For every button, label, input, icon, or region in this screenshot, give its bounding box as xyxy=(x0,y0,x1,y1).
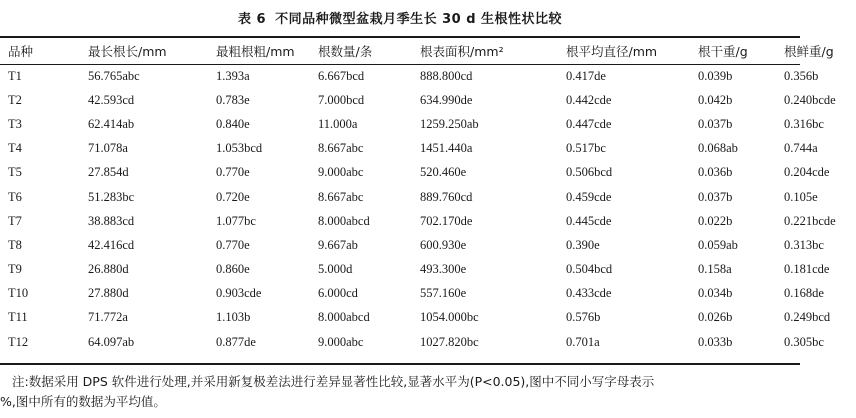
header-thickest-root: 最粗根粗/mm xyxy=(216,43,295,59)
cell-root-count: 8.000abcd xyxy=(318,310,370,325)
cell-variety: T1 xyxy=(8,68,22,83)
cell-variety: T2 xyxy=(8,92,22,107)
cell-root-surface: 888.800cd xyxy=(420,68,473,83)
cell-variety: T3 xyxy=(8,116,22,131)
cell-root-count: 6.667bcd xyxy=(318,68,365,83)
table-footnote xyxy=(0,372,800,412)
cell-root-diameter: 0.506bcd xyxy=(566,165,613,180)
cell-root-dry-weight: 0.034b xyxy=(698,286,733,301)
cell-root-surface: 1259.250ab xyxy=(420,116,479,131)
cell-root-diameter: 0.576b xyxy=(566,310,601,325)
cell-variety: T7 xyxy=(8,213,22,228)
cell-root-diameter: 0.442cde xyxy=(566,92,612,107)
table-row xyxy=(0,161,856,185)
cell-root-diameter: 0.517bc xyxy=(566,141,606,156)
cell-root-fresh-weight: 0.313bc xyxy=(784,237,824,252)
cell-thickest-root: 1.393a xyxy=(216,68,250,83)
cell-root-diameter: 0.447cde xyxy=(566,116,612,131)
header-variety: 品种 xyxy=(8,43,34,59)
cell-longest-root: 42.416cd xyxy=(88,237,135,252)
cell-longest-root: 38.883cd xyxy=(88,213,135,228)
cell-root-dry-weight: 0.158a xyxy=(698,262,732,277)
cell-root-dry-weight: 0.033b xyxy=(698,334,733,349)
cell-longest-root: 27.854d xyxy=(88,165,129,180)
cell-variety: T6 xyxy=(8,189,22,204)
cell-root-count: 9.000abc xyxy=(318,334,364,349)
table-title: 不同品种微型盆栽月季生长 30 d 生根性状比较 xyxy=(275,12,563,27)
cell-root-surface: 634.990de xyxy=(420,92,473,107)
cell-thickest-root: 1.077bc xyxy=(216,213,256,228)
cell-thickest-root: 0.903cde xyxy=(216,286,262,301)
cell-root-fresh-weight: 0.316bc xyxy=(784,116,824,131)
table-row xyxy=(0,137,856,161)
cell-root-count: 11.000a xyxy=(318,116,358,131)
cell-root-fresh-weight: 0.305bc xyxy=(784,334,824,349)
cell-root-surface: 520.460e xyxy=(420,165,467,180)
table-header-row xyxy=(0,37,856,64)
table-row xyxy=(0,185,856,209)
table-row xyxy=(0,306,856,330)
footnote-line-2: %,图中所有的数据为平均值。 xyxy=(0,394,166,409)
cell-root-dry-weight: 0.022b xyxy=(698,213,733,228)
cell-variety: T8 xyxy=(8,237,22,252)
header-root-count: 根数量/条 xyxy=(318,43,373,59)
footnote-line-1: 注:数据采用 DPS 软件进行处理,并采用新复极差法进行差异显著性比较,显著水平为(P<0.05),图中不同小写字母表示 xyxy=(12,374,655,389)
table-caption xyxy=(0,8,800,27)
cell-root-surface: 493.300e xyxy=(420,262,467,277)
cell-root-fresh-weight: 0.356b xyxy=(784,68,819,83)
cell-longest-root: 56.765abc xyxy=(88,68,140,83)
cell-root-fresh-weight: 0.249bcd xyxy=(784,310,831,325)
cell-longest-root: 42.593cd xyxy=(88,92,135,107)
table-row xyxy=(0,330,856,354)
cell-thickest-root: 1.053bcd xyxy=(216,141,263,156)
cell-root-fresh-weight: 0.204cde xyxy=(784,165,830,180)
cell-root-dry-weight: 0.068ab xyxy=(698,141,738,156)
cell-root-dry-weight: 0.042b xyxy=(698,92,733,107)
cell-variety: T9 xyxy=(8,262,22,277)
cell-longest-root: 64.097ab xyxy=(88,334,135,349)
cell-root-fresh-weight: 0.240bcde xyxy=(784,92,836,107)
cell-root-dry-weight: 0.039b xyxy=(698,68,733,83)
cell-longest-root: 71.772a xyxy=(88,310,128,325)
header-root-diameter: 根平均直径/mm xyxy=(566,43,658,59)
cell-root-diameter: 0.417de xyxy=(566,68,606,83)
table-row xyxy=(0,258,856,282)
cell-thickest-root: 0.770e xyxy=(216,165,250,180)
cell-thickest-root: 0.877de xyxy=(216,334,256,349)
cell-root-fresh-weight: 0.168de xyxy=(784,286,824,301)
header-root-dry-weight: 根干重/g xyxy=(698,43,748,59)
cell-root-surface: 889.760cd xyxy=(420,189,473,204)
cell-root-fresh-weight: 0.744a xyxy=(784,141,818,156)
cell-thickest-root: 0.783e xyxy=(216,92,250,107)
cell-root-surface: 1027.820bc xyxy=(420,334,479,349)
cell-root-diameter: 0.701a xyxy=(566,334,600,349)
cell-root-diameter: 0.390e xyxy=(566,237,600,252)
cell-root-surface: 702.170de xyxy=(420,213,473,228)
cell-root-count: 5.000d xyxy=(318,262,353,277)
cell-root-diameter: 0.504bcd xyxy=(566,262,613,277)
table-row xyxy=(0,88,856,112)
cell-root-count: 6.000cd xyxy=(318,286,358,301)
cell-root-count: 9.667ab xyxy=(318,237,358,252)
header-root-surface: 根表面积/mm² xyxy=(420,43,504,59)
cell-root-dry-weight: 0.026b xyxy=(698,310,733,325)
cell-root-surface: 1054.000bc xyxy=(420,310,479,325)
cell-variety: T11 xyxy=(8,310,28,325)
cell-root-fresh-weight: 0.105e xyxy=(784,189,818,204)
cell-root-fresh-weight: 0.221bcde xyxy=(784,213,836,228)
cell-root-count: 7.000bcd xyxy=(318,92,365,107)
cell-longest-root: 62.414ab xyxy=(88,116,135,131)
header-root-fresh-weight: 根鲜重/g xyxy=(784,43,834,59)
cell-variety: T10 xyxy=(8,286,29,301)
table-row xyxy=(0,64,856,88)
cell-longest-root: 26.880d xyxy=(88,262,129,277)
table-row xyxy=(0,233,856,257)
table-row xyxy=(0,209,856,233)
header-longest-root: 最长根长/mm xyxy=(88,43,167,59)
cell-variety: T12 xyxy=(8,334,29,349)
cell-root-surface: 1451.440a xyxy=(420,141,473,156)
cell-root-dry-weight: 0.037b xyxy=(698,116,733,131)
cell-root-diameter: 0.445cde xyxy=(566,213,612,228)
cell-longest-root: 71.078a xyxy=(88,141,128,156)
root-traits-table xyxy=(0,37,856,354)
cell-root-count: 8.667abc xyxy=(318,189,364,204)
cell-root-surface: 557.160e xyxy=(420,286,467,301)
cell-root-dry-weight: 0.037b xyxy=(698,189,733,204)
cell-root-dry-weight: 0.036b xyxy=(698,165,733,180)
cell-root-diameter: 0.459cde xyxy=(566,189,612,204)
cell-thickest-root: 0.840e xyxy=(216,116,250,131)
cell-longest-root: 51.283bc xyxy=(88,189,135,204)
cell-root-count: 8.000abcd xyxy=(318,213,370,228)
cell-root-count: 8.667abc xyxy=(318,141,364,156)
table-row xyxy=(0,112,856,136)
cell-variety: T4 xyxy=(8,141,22,156)
cell-longest-root: 27.880d xyxy=(88,286,129,301)
table-number: 表 6 xyxy=(237,12,267,27)
table-bottom-rule xyxy=(0,363,800,365)
cell-thickest-root: 0.720e xyxy=(216,189,250,204)
cell-root-fresh-weight: 0.181cde xyxy=(784,262,830,277)
cell-root-diameter: 0.433cde xyxy=(566,286,612,301)
cell-variety: T5 xyxy=(8,165,22,180)
cell-thickest-root: 0.860e xyxy=(216,262,250,277)
cell-root-dry-weight: 0.059ab xyxy=(698,237,738,252)
table-row xyxy=(0,282,856,306)
cell-thickest-root: 0.770e xyxy=(216,237,250,252)
cell-thickest-root: 1.103b xyxy=(216,310,251,325)
cell-root-count: 9.000abc xyxy=(318,165,364,180)
cell-root-surface: 600.930e xyxy=(420,237,467,252)
